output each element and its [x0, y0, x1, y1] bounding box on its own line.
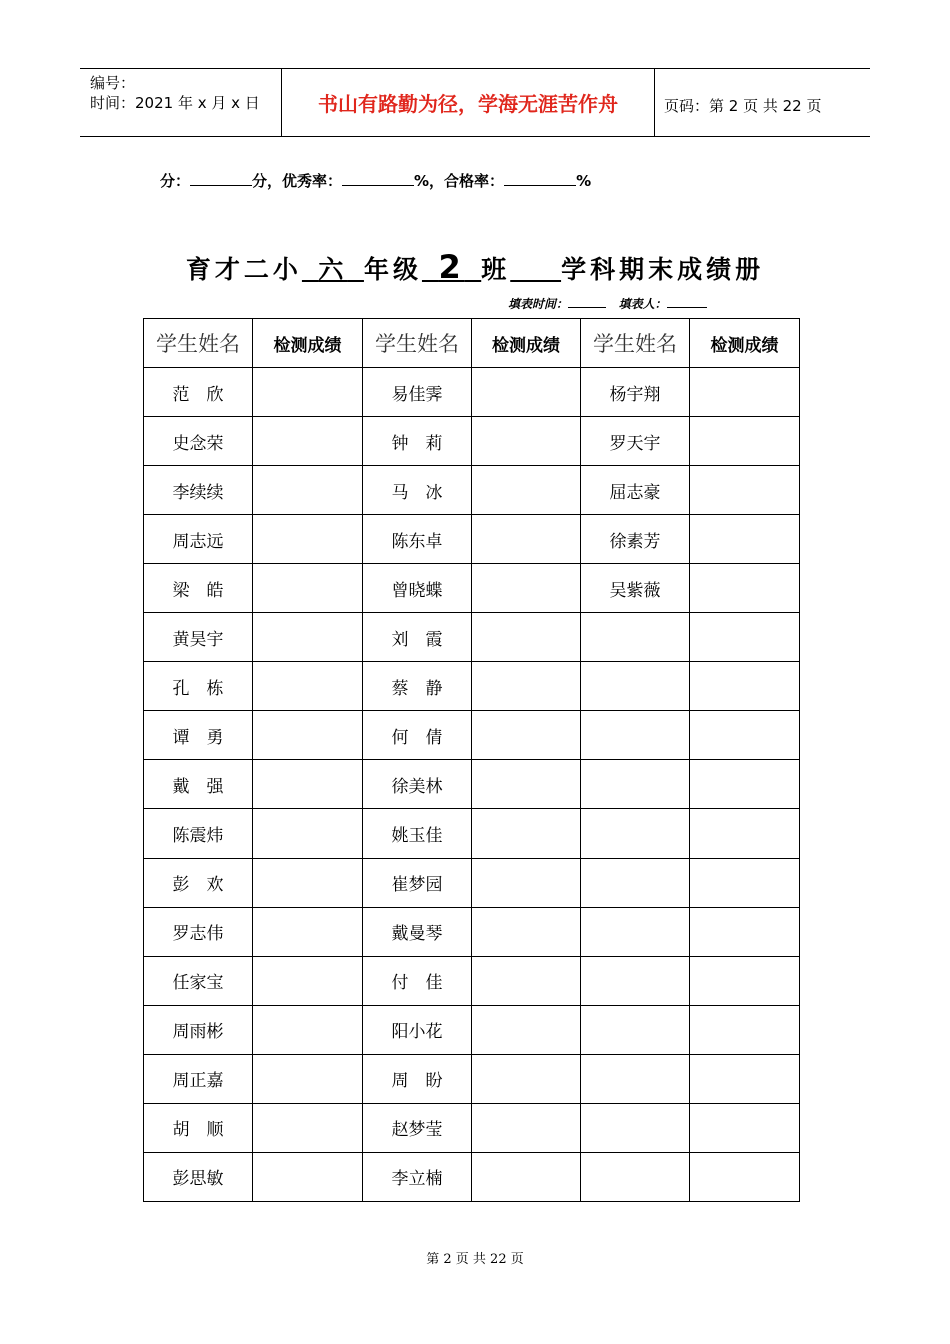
score-cell[interactable]: [690, 466, 800, 515]
table-row: [144, 760, 800, 809]
code-label: 编号：: [90, 74, 136, 92]
student-name-cell: 杨宇翔: [581, 368, 690, 417]
table-row: [144, 956, 800, 1005]
student-name-cell: 史念荣: [144, 417, 253, 466]
student-name-cell: 彭思敏: [144, 1152, 253, 1201]
table-row: [144, 1005, 800, 1054]
score-cell[interactable]: [690, 368, 800, 417]
score-cell[interactable]: [690, 613, 800, 662]
score-cell[interactable]: [472, 907, 581, 956]
score-cell[interactable]: [253, 417, 363, 466]
score-cell[interactable]: [253, 564, 363, 613]
table-row: [144, 711, 800, 760]
score-cell[interactable]: [690, 1103, 800, 1152]
student-name-cell: 阳小花: [363, 1005, 472, 1054]
header-bottom-rule: [80, 136, 870, 137]
table-row: [144, 1103, 800, 1152]
pass-rate-blank: [504, 171, 576, 186]
title-class-suffix: 班: [481, 255, 511, 284]
student-name-cell: [581, 1103, 690, 1152]
header-divider-right: [654, 68, 655, 136]
score-cell[interactable]: [472, 662, 581, 711]
fill-person-label: 填表人：: [618, 297, 667, 311]
table-row: [144, 907, 800, 956]
student-name-cell: 戴 强: [144, 760, 253, 809]
student-name-cell: [581, 858, 690, 907]
student-name-cell: 胡 顺: [144, 1103, 253, 1152]
student-name-cell: 彭 欢: [144, 858, 253, 907]
score-cell[interactable]: [690, 1152, 800, 1201]
table-row: [144, 1054, 800, 1103]
score-summary-line: [160, 170, 591, 191]
score-cell[interactable]: [690, 662, 800, 711]
student-name-cell: 戴曼琴: [363, 907, 472, 956]
score-cell[interactable]: [690, 858, 800, 907]
student-name-cell: 李立楠: [363, 1152, 472, 1201]
grade-table: [143, 318, 800, 1202]
score-cell[interactable]: [472, 515, 581, 564]
student-name-cell: 梁 皓: [144, 564, 253, 613]
header-student-name-1: 学生姓名: [144, 319, 253, 368]
student-name-cell: [581, 711, 690, 760]
score-cell[interactable]: [472, 1103, 581, 1152]
student-name-cell: 谭 勇: [144, 711, 253, 760]
student-name-cell: 周志远: [144, 515, 253, 564]
motto: 书山有路勤为径，学海无涯苦作舟: [318, 91, 618, 116]
score-cell[interactable]: [472, 564, 581, 613]
score-cell[interactable]: [690, 809, 800, 858]
score-cell[interactable]: [253, 662, 363, 711]
student-name-cell: 范 欣: [144, 368, 253, 417]
score-cell[interactable]: [690, 1054, 800, 1103]
title-grade: 六: [318, 255, 348, 284]
score-cell[interactable]: [253, 711, 363, 760]
score-cell[interactable]: [472, 711, 581, 760]
score-cell[interactable]: [253, 368, 363, 417]
table-row: [144, 417, 800, 466]
student-name-cell: 徐素芳: [581, 515, 690, 564]
score-cell[interactable]: [253, 858, 363, 907]
page-label: 页码：第 2 页 共 22 页: [664, 97, 822, 115]
score-cell[interactable]: [472, 809, 581, 858]
fill-info: [508, 295, 707, 312]
student-name-cell: 马 冰: [363, 466, 472, 515]
score-cell[interactable]: [472, 760, 581, 809]
header-score-2: 检测成绩: [472, 319, 581, 368]
table-row: [144, 515, 800, 564]
score-cell[interactable]: [472, 1152, 581, 1201]
score-cell[interactable]: [472, 858, 581, 907]
student-name-cell: [581, 1005, 690, 1054]
student-name-cell: 易佳霁: [363, 368, 472, 417]
student-name-cell: 陈东卓: [363, 515, 472, 564]
table-row: [144, 662, 800, 711]
score-cell[interactable]: [472, 1054, 581, 1103]
student-name-cell: 曾晓蝶: [363, 564, 472, 613]
student-name-cell: 钟 莉: [363, 417, 472, 466]
grade-table-body: [144, 319, 800, 1202]
score-cell[interactable]: [690, 417, 800, 466]
title-rest: 学科期末成绩册: [561, 255, 765, 284]
student-name-cell: 付 佳: [363, 956, 472, 1005]
student-name-cell: [581, 956, 690, 1005]
score-cell[interactable]: [690, 1005, 800, 1054]
student-name-cell: 屈志豪: [581, 466, 690, 515]
score-cell[interactable]: [690, 564, 800, 613]
table-row: [144, 809, 800, 858]
student-name-cell: 赵梦莹: [363, 1103, 472, 1152]
score-cell[interactable]: [253, 1005, 363, 1054]
score-cell[interactable]: [472, 956, 581, 1005]
score-cell[interactable]: [253, 907, 363, 956]
score-cell[interactable]: [690, 711, 800, 760]
score-cell[interactable]: [253, 466, 363, 515]
student-name-cell: 周 盼: [363, 1054, 472, 1103]
student-name-cell: [581, 613, 690, 662]
student-name-cell: [581, 907, 690, 956]
student-name-cell: 蔡 静: [363, 662, 472, 711]
title-school: 育才二小: [185, 255, 302, 284]
student-name-cell: 周正嘉: [144, 1054, 253, 1103]
header-score-3: 检测成绩: [690, 319, 800, 368]
student-name-cell: [581, 760, 690, 809]
student-name-cell: 刘 霞: [363, 613, 472, 662]
score-cell[interactable]: [253, 760, 363, 809]
student-name-cell: [581, 1152, 690, 1201]
student-name-cell: 崔梦园: [363, 858, 472, 907]
student-name-cell: 李续续: [144, 466, 253, 515]
fill-person-blank: [667, 296, 707, 308]
student-name-cell: 罗天宇: [581, 417, 690, 466]
title-subject-blank: [510, 255, 561, 284]
score-cell[interactable]: [253, 613, 363, 662]
time-label: 时间：2021 年 x 月 x 日: [90, 94, 260, 112]
student-name-cell: 姚玉佳: [363, 809, 472, 858]
student-name-cell: [581, 809, 690, 858]
student-name-cell: 罗志伟: [144, 907, 253, 956]
header-student-name-2: 学生姓名: [363, 319, 472, 368]
table-row: [144, 613, 800, 662]
score-cell[interactable]: [253, 1152, 363, 1201]
student-name-cell: 吴紫薇: [581, 564, 690, 613]
score-cell[interactable]: [253, 1054, 363, 1103]
score-cell[interactable]: [690, 760, 800, 809]
student-name-cell: 黄昊宇: [144, 613, 253, 662]
header-student-name-3: 学生姓名: [581, 319, 690, 368]
average-blank: [190, 171, 252, 186]
score-cell[interactable]: [253, 1103, 363, 1152]
table-row: [144, 368, 800, 417]
table-row: [144, 1152, 800, 1201]
score-cell[interactable]: [472, 466, 581, 515]
score-cell[interactable]: [472, 417, 581, 466]
score-text-2: 分，优秀率：: [252, 172, 343, 190]
table-row: [144, 466, 800, 515]
score-cell[interactable]: [690, 515, 800, 564]
score-text-4: %: [576, 172, 592, 190]
score-cell[interactable]: [253, 956, 363, 1005]
score-text-1: 分：: [160, 172, 191, 190]
score-text-3: %，合格率：: [414, 172, 505, 190]
excellent-rate-blank: [342, 171, 414, 186]
score-cell[interactable]: [253, 515, 363, 564]
score-cell[interactable]: [472, 1005, 581, 1054]
student-name-cell: 任家宝: [144, 956, 253, 1005]
title-grade-suffix: 年级: [363, 255, 422, 284]
page-title: [0, 248, 950, 286]
title-class: 2: [438, 248, 465, 286]
student-name-cell: 何 倩: [363, 711, 472, 760]
fill-time-label: 填表时间：: [508, 297, 569, 311]
student-name-cell: [581, 1054, 690, 1103]
header-score-1: 检测成绩: [253, 319, 363, 368]
student-name-cell: [581, 662, 690, 711]
student-name-cell: 周雨彬: [144, 1005, 253, 1054]
page-footer: 第 2 页 共 22 页: [426, 1252, 524, 1267]
score-cell[interactable]: [472, 613, 581, 662]
score-cell[interactable]: [253, 809, 363, 858]
score-cell[interactable]: [472, 368, 581, 417]
fill-time-blank: [568, 296, 606, 308]
score-cell[interactable]: [690, 907, 800, 956]
student-name-cell: 孔 栋: [144, 662, 253, 711]
score-cell[interactable]: [690, 956, 800, 1005]
table-row: [144, 564, 800, 613]
student-name-cell: 陈震炜: [144, 809, 253, 858]
student-name-cell: 徐美林: [363, 760, 472, 809]
table-header-row: [144, 319, 800, 368]
table-row: [144, 858, 800, 907]
